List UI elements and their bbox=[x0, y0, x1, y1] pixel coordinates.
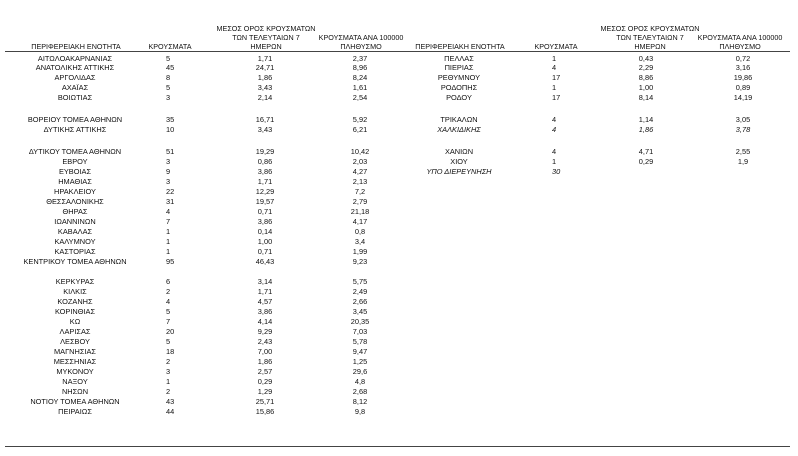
cases-cell: 4 bbox=[166, 297, 171, 306]
per100k-cell: 3,78 bbox=[735, 125, 751, 134]
cases-cell: 35 bbox=[166, 115, 175, 124]
cases-cell: 5 bbox=[166, 307, 171, 316]
region-cell: ΑΡΓΟΛΙΔΑΣ bbox=[54, 73, 96, 82]
avg7-cell: 1,14 bbox=[638, 115, 654, 124]
per100k-cell: 1,9 bbox=[737, 157, 749, 166]
cases-cell: 1 bbox=[166, 377, 171, 386]
region-cell: ΒΟΙΩΤΙΑΣ bbox=[57, 93, 93, 102]
region-cell: ΚΑΣΤΟΡΙΑΣ bbox=[54, 247, 96, 256]
region-cell: ΤΡΙΚΑΛΩΝ bbox=[440, 115, 478, 124]
avg7-cell: 1,29 bbox=[257, 387, 273, 396]
per100k-cell: 5,92 bbox=[352, 115, 368, 124]
avg7-cell: 1,71 bbox=[257, 54, 273, 63]
avg7-cell: 4,57 bbox=[257, 297, 273, 306]
region-cell: ΝΗΣΩΝ bbox=[61, 387, 89, 396]
avg7-cell: 25,71 bbox=[255, 397, 275, 406]
avg7-header-line3: ΗΜΕΡΩΝ bbox=[634, 42, 666, 51]
per100k-cell: 0,8 bbox=[354, 227, 366, 236]
per100k-cell: 29,6 bbox=[352, 367, 368, 376]
cases-cell: 17 bbox=[552, 73, 561, 82]
avg7-cell: 3,43 bbox=[257, 125, 273, 134]
per100k-cell: 0,72 bbox=[735, 54, 751, 63]
cases-cell: 3 bbox=[166, 367, 171, 376]
avg7-header-left bbox=[216, 24, 316, 51]
region-cell: ΜΑΓΝΗΣΙΑΣ bbox=[54, 347, 96, 356]
cases-cell: 44 bbox=[166, 407, 175, 416]
per100k-cell: 4,17 bbox=[352, 217, 368, 226]
cases-cell: 4 bbox=[552, 125, 557, 134]
region-cell: ΔΥΤΙΚΟΥ ΤΟΜΕΑ ΑΘΗΝΩΝ bbox=[28, 147, 122, 156]
region-cell: ΗΜΑΘΙΑΣ bbox=[58, 177, 92, 186]
region-header-right: ΠΕΡΙΦΕΡΕΙΑΚΗ ΕΝΟΤΗΤΑ bbox=[415, 42, 505, 51]
per100k-cell: 2,79 bbox=[352, 197, 368, 206]
region-cell: ΜΕΣΣΗΝΙΑΣ bbox=[53, 357, 97, 366]
cases-cell: 5 bbox=[166, 83, 171, 92]
avg7-cell: 0,29 bbox=[257, 377, 273, 386]
region-cell: ΚΙΛΚΙΣ bbox=[63, 287, 87, 296]
cases-cell: 7 bbox=[166, 317, 171, 326]
cases-cell: 30 bbox=[552, 167, 561, 176]
region-cell: ΕΥΒΟΙΑΣ bbox=[58, 167, 92, 176]
region-cell: ΠΙΕΡΙΑΣ bbox=[444, 63, 474, 72]
per100k-header-line2: ΠΛΗΘΥΣΜΟ bbox=[340, 42, 382, 51]
avg7-cell: 16,71 bbox=[255, 115, 275, 124]
per100k-cell: 2,49 bbox=[352, 287, 368, 296]
avg7-cell: 19,57 bbox=[255, 197, 275, 206]
per100k-cell: 3,16 bbox=[735, 63, 751, 72]
region-cell: ΘΕΣΣΑΛΟΝΙΚΗΣ bbox=[46, 197, 104, 206]
bottom-rule bbox=[5, 446, 790, 447]
per100k-cell: 9,47 bbox=[352, 347, 368, 356]
per100k-cell: 1,99 bbox=[352, 247, 368, 256]
avg7-cell: 8,14 bbox=[638, 93, 654, 102]
region-cell: ΗΡΑΚΛΕΙΟΥ bbox=[54, 187, 96, 196]
avg7-cell: 3,43 bbox=[257, 83, 273, 92]
per100k-cell: 2,37 bbox=[352, 54, 368, 63]
cases-cell: 3 bbox=[166, 93, 171, 102]
region-cell: ΚΩ bbox=[69, 317, 81, 326]
region-cell: ΑΙΤΩΛΟΑΚΑΡΝΑΝΙΑΣ bbox=[37, 54, 113, 63]
cases-cell: 1 bbox=[552, 54, 557, 63]
avg7-cell: 1,71 bbox=[257, 287, 273, 296]
cases-cell: 51 bbox=[166, 147, 175, 156]
per100k-cell: 2,03 bbox=[352, 157, 368, 166]
per100k-cell: 10,42 bbox=[350, 147, 370, 156]
per100k-cell: 8,96 bbox=[352, 63, 368, 72]
cases-cell: 4 bbox=[552, 115, 557, 124]
per100k-cell: 5,75 bbox=[352, 277, 368, 286]
per100k-header-line1: ΚΡΟΥΣΜΑΤΑ ΑΝΑ 100000 bbox=[318, 33, 404, 42]
region-cell: ΧΑΛΚΙΔΙΚΗΣ bbox=[437, 125, 481, 134]
per100k-cell: 2,54 bbox=[352, 93, 368, 102]
avg7-cell: 3,14 bbox=[257, 277, 273, 286]
per100k-cell: 21,18 bbox=[350, 207, 370, 216]
per100k-header-line1: ΚΡΟΥΣΜΑΤΑ ΑΝΑ 100000 bbox=[697, 33, 783, 42]
avg7-cell: 0,29 bbox=[638, 157, 654, 166]
avg7-cell: 1,00 bbox=[257, 237, 273, 246]
per100k-header-left bbox=[307, 33, 415, 51]
region-cell: ΡΟΔΟΠΗΣ bbox=[440, 83, 478, 92]
cases-cell: 2 bbox=[166, 387, 171, 396]
cases-cell: 4 bbox=[552, 63, 557, 72]
region-cell: ΜΥΚΟΝΟΥ bbox=[56, 367, 94, 376]
cases-cell: 4 bbox=[552, 147, 557, 156]
per100k-cell: 2,55 bbox=[735, 147, 751, 156]
region-cell: ΛΑΡΙΣΑΣ bbox=[59, 327, 91, 336]
region-cell: ΒΟΡΕΙΟΥ ΤΟΜΕΑ ΑΘΗΝΩΝ bbox=[27, 115, 123, 124]
header-rule-right bbox=[405, 51, 790, 52]
per100k-cell: 8,12 bbox=[352, 397, 368, 406]
region-cell: ΘΗΡΑΣ bbox=[62, 207, 88, 216]
cases-cell: 17 bbox=[552, 93, 561, 102]
per100k-cell: 3,4 bbox=[354, 237, 366, 246]
avg7-header-line3: ΗΜΕΡΩΝ bbox=[250, 42, 282, 51]
avg7-header-line2: ΤΩΝ ΤΕΛΕΥΤΑΙΩΝ 7 bbox=[232, 33, 300, 42]
avg7-cell: 1,86 bbox=[638, 125, 654, 134]
cases-cell: 43 bbox=[166, 397, 175, 406]
region-cell: ΙΩΑΝΝΙΝΩΝ bbox=[54, 217, 96, 226]
region-cell: ΠΕΛΛΑΣ bbox=[444, 54, 474, 63]
per100k-cell: 2,68 bbox=[352, 387, 368, 396]
per100k-header-line2: ΠΛΗΘΥΣΜΟ bbox=[719, 42, 761, 51]
per100k-cell: 9,8 bbox=[354, 407, 366, 416]
region-cell: ΚΑΛΥΜΝΟΥ bbox=[54, 237, 96, 246]
cases-cell: 8 bbox=[166, 73, 171, 82]
cases-header-right: ΚΡΟΥΣΜΑΤΑ bbox=[534, 42, 578, 51]
avg7-cell: 4,71 bbox=[638, 147, 654, 156]
per100k-cell: 20,35 bbox=[350, 317, 370, 326]
avg7-cell: 46,43 bbox=[255, 257, 275, 266]
cases-cell: 5 bbox=[166, 337, 171, 346]
region-cell: ΑΝΑΤΟΛΙΚΗΣ ΑΤΤΙΚΗΣ bbox=[35, 63, 115, 72]
avg7-cell: 4,14 bbox=[257, 317, 273, 326]
region-cell: ΚΟΡΙΝΘΙΑΣ bbox=[54, 307, 96, 316]
region-cell: ΡΟΔΟΥ bbox=[446, 93, 472, 102]
region-cell: ΧΑΝΙΩΝ bbox=[444, 147, 474, 156]
avg7-cell: 15,86 bbox=[255, 407, 275, 416]
cases-cell: 3 bbox=[166, 177, 171, 186]
region-cell: ΡΕΘΥΜΝΟΥ bbox=[437, 73, 481, 82]
per100k-cell: 2,13 bbox=[352, 177, 368, 186]
per100k-cell: 5,78 bbox=[352, 337, 368, 346]
avg7-cell: 3,86 bbox=[257, 307, 273, 316]
per100k-cell: 4,27 bbox=[352, 167, 368, 176]
region-cell: ΚΕΡΚΥΡΑΣ bbox=[55, 277, 95, 286]
cases-cell: 1 bbox=[166, 227, 171, 236]
cases-cell: 20 bbox=[166, 327, 175, 336]
avg7-cell: 3,86 bbox=[257, 217, 273, 226]
avg7-cell: 2,29 bbox=[638, 63, 654, 72]
avg7-cell: 8,86 bbox=[638, 73, 654, 82]
avg7-cell: 0,14 bbox=[257, 227, 273, 236]
cases-cell: 95 bbox=[166, 257, 175, 266]
avg7-cell: 24,71 bbox=[255, 63, 275, 72]
avg7-cell: 0,43 bbox=[638, 54, 654, 63]
cases-cell: 2 bbox=[166, 287, 171, 296]
avg7-cell: 7,00 bbox=[257, 347, 273, 356]
cases-cell: 31 bbox=[166, 197, 175, 206]
avg7-cell: 0,71 bbox=[257, 207, 273, 216]
avg7-cell: 19,29 bbox=[255, 147, 275, 156]
per100k-header-right bbox=[686, 33, 794, 51]
cases-cell: 18 bbox=[166, 347, 175, 356]
avg7-cell: 2,57 bbox=[257, 367, 273, 376]
avg7-cell: 9,29 bbox=[257, 327, 273, 336]
cases-cell: 4 bbox=[166, 207, 171, 216]
cases-cell: 45 bbox=[166, 63, 175, 72]
avg7-cell: 0,71 bbox=[257, 247, 273, 256]
avg7-header-line1: ΜΕΣΟΣ ΟΡΟΣ ΚΡΟΥΣΜΑΤΩΝ bbox=[216, 24, 316, 33]
avg7-cell: 2,14 bbox=[257, 93, 273, 102]
avg7-cell: 1,86 bbox=[257, 73, 273, 82]
region-cell: ΝΑΞΟΥ bbox=[62, 377, 88, 386]
per100k-cell: 3,45 bbox=[352, 307, 368, 316]
region-cell: ΠΕΙΡΑΙΩΣ bbox=[58, 407, 92, 416]
per100k-cell: 1,61 bbox=[352, 83, 368, 92]
per100k-cell: 8,24 bbox=[352, 73, 368, 82]
avg7-header-line1: ΜΕΣΟΣ ΟΡΟΣ ΚΡΟΥΣΜΑΤΩΝ bbox=[600, 24, 700, 33]
avg7-cell: 1,00 bbox=[638, 83, 654, 92]
cases-cell: 10 bbox=[166, 125, 175, 134]
cases-header-left: ΚΡΟΥΣΜΑΤΑ bbox=[148, 42, 192, 51]
region-cell: ΑΧΑΪΑΣ bbox=[61, 83, 89, 92]
per100k-cell: 14,19 bbox=[733, 93, 753, 102]
region-header-left: ΠΕΡΙΦΕΡΕΙΑΚΗ ΕΝΟΤΗΤΑ bbox=[31, 42, 121, 51]
cases-cell: 5 bbox=[166, 54, 171, 63]
cases-cell: 1 bbox=[552, 157, 557, 166]
region-cell: ΝΟΤΙΟΥ ΤΟΜΕΑ ΑΘΗΝΩΝ bbox=[30, 397, 120, 406]
region-cell: ΕΒΡΟΥ bbox=[62, 157, 88, 166]
region-cell: ΔΥΤΙΚΗΣ ΑΤΤΙΚΗΣ bbox=[43, 125, 107, 134]
per100k-cell: 6,21 bbox=[352, 125, 368, 134]
cases-cell: 3 bbox=[166, 157, 171, 166]
per100k-cell: 1,25 bbox=[352, 357, 368, 366]
per100k-cell: 19,86 bbox=[733, 73, 753, 82]
avg7-cell: 2,43 bbox=[257, 337, 273, 346]
cases-cell: 1 bbox=[166, 247, 171, 256]
per100k-cell: 7,03 bbox=[352, 327, 368, 336]
avg7-cell: 1,71 bbox=[257, 177, 273, 186]
region-cell: ΛΕΣΒΟΥ bbox=[60, 337, 90, 346]
avg7-header-line2: ΤΩΝ ΤΕΛΕΥΤΑΙΩΝ 7 bbox=[616, 33, 684, 42]
per100k-cell: 9,23 bbox=[352, 257, 368, 266]
avg7-cell: 1,86 bbox=[257, 357, 273, 366]
cases-cell: 1 bbox=[552, 83, 557, 92]
avg7-cell: 12,29 bbox=[255, 187, 275, 196]
per100k-cell: 4,8 bbox=[354, 377, 366, 386]
per100k-cell: 2,66 bbox=[352, 297, 368, 306]
cases-cell: 7 bbox=[166, 217, 171, 226]
cases-cell: 9 bbox=[166, 167, 171, 176]
region-cell: ΚΟΖΑΝΗΣ bbox=[57, 297, 93, 306]
avg7-header-right bbox=[600, 24, 700, 51]
avg7-cell: 0,86 bbox=[257, 157, 273, 166]
per100k-cell: 3,05 bbox=[735, 115, 751, 124]
region-cell: ΚΕΝΤΡΙΚΟΥ ΤΟΜΕΑ ΑΘΗΝΩΝ bbox=[23, 257, 127, 266]
region-cell: ΚΑΒΑΛΑΣ bbox=[57, 227, 93, 236]
cases-cell: 1 bbox=[166, 237, 171, 246]
header-rule-left bbox=[5, 51, 410, 52]
region-cell: ΧΙΟΥ bbox=[450, 157, 468, 166]
avg7-cell: 3,86 bbox=[257, 167, 273, 176]
per100k-cell: 7,2 bbox=[354, 187, 366, 196]
region-cell: ΥΠΟ ΔΙΕΡΕΥΝΗΣΗ bbox=[426, 167, 492, 176]
cases-cell: 6 bbox=[166, 277, 171, 286]
cases-cell: 22 bbox=[166, 187, 175, 196]
per100k-cell: 0,89 bbox=[735, 83, 751, 92]
cases-cell: 2 bbox=[166, 357, 171, 366]
